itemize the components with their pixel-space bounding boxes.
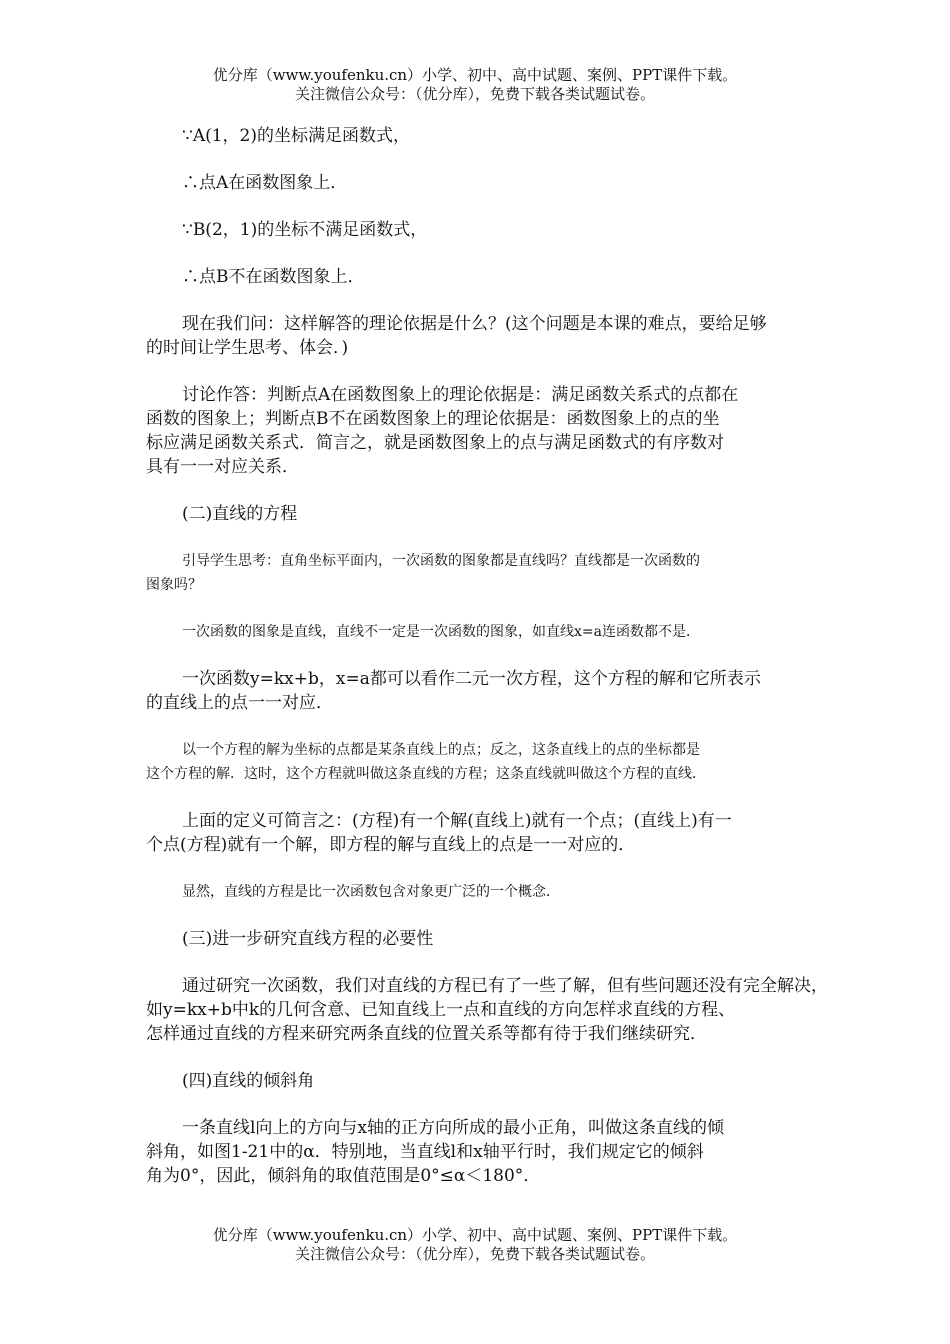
- paragraph-6-line-2: 函数的图象上；判断点B不在函数图象上的理论依据是：函数图象上的点的坐: [146, 409, 720, 429]
- paragraph-11-line-2: 个点(方程)就有一个解，即方程的解与直线上的点是一一对应的．: [146, 835, 636, 855]
- paragraph-10: [146, 738, 812, 786]
- paragraph-1: ∵A(1，2)的坐标满足函数式，: [182, 126, 410, 146]
- paragraph-5: [146, 312, 812, 360]
- paragraph-9-line-2: 的直线上的点一一对应．: [146, 693, 333, 713]
- paragraph-7-line-1: 引导学生思考：直角坐标平面内，一次函数的图象都是直线吗？直线都是一次函数的: [182, 553, 700, 569]
- paragraph-7-line-2: 图象吗？: [146, 577, 202, 593]
- paragraph-14-line-1: 一条直线l向上的方向与x轴的正方向所成的最小正角，叫做这条直线的倾: [182, 1118, 725, 1138]
- paragraph-14: [146, 1116, 812, 1188]
- section-heading-3: (三)进一步研究直线方程的必要性: [182, 929, 434, 949]
- page-footer: [0, 1226, 950, 1264]
- document-body: [146, 124, 828, 1188]
- header-line-1: 优分库（www.youfenku.cn）小学、初中、高中试题、案例、PPT课件下载。: [212, 66, 738, 84]
- paragraph-14-line-3: 角为0°，因此，倾斜角的取值范围是0°≤α＜180°．: [146, 1166, 541, 1186]
- paragraph-9-line-1: 一次函数y=kx+b，x=a都可以看作二元一次方程，这个方程的解和它所表示: [182, 669, 761, 689]
- paragraph-11-line-1: 上面的定义可简言之：(方程)有一个解(直线上)就有一个点；(直线上)有一: [182, 811, 732, 831]
- paragraph-8: 一次函数的图象是直线，直线不一定是一次函数的图象，如直线x=a连函数都不是．: [182, 624, 700, 640]
- paragraph-6: [146, 383, 812, 479]
- section-heading-2: (二)直线的方程: [182, 504, 298, 524]
- paragraph-6-line-1: 讨论作答：判断点A在函数图象上的理论依据是：满足函数关系式的点都在: [182, 385, 739, 405]
- paragraph-5-line-1: 现在我们问：这样解答的理论依据是什么？(这个问题是本课的难点，要给足够: [182, 314, 767, 334]
- paragraph-6-line-3: 标应满足函数关系式．简言之，就是函数图象上的点与满足函数式的有序数对: [146, 433, 724, 453]
- paragraph-13: [146, 974, 828, 1046]
- paragraph-9: [146, 667, 812, 715]
- paragraph-5-line-2: 的时间让学生思考、体会．): [146, 338, 349, 358]
- paragraph-11: [146, 809, 812, 857]
- paragraph-10-line-2: 这个方程的解．这时，这个方程就叫做这条直线的方程；这条直线就叫做这个方程的直线．: [146, 766, 706, 782]
- paragraph-3: ∵B(2，1)的坐标不满足函数式，: [182, 220, 428, 240]
- footer-line-1: 优分库（www.youfenku.cn）小学、初中、高中试题、案例、PPT课件下载。: [212, 1226, 738, 1244]
- paragraph-6-line-4: 具有一一对应关系．: [146, 457, 299, 477]
- paragraph-12: 显然，直线的方程是比一次函数包含对象更广泛的一个概念．: [182, 884, 560, 900]
- paragraph-14-line-2: 斜角，如图1-21中的α．特别地，当直线l和x轴平行时，我们规定它的倾斜: [146, 1142, 704, 1162]
- paragraph-13-line-3: 怎样通过直线的方程来研究两条直线的位置关系等都有待于我们继续研究．: [146, 1024, 707, 1044]
- page-header: [0, 66, 950, 104]
- paragraph-10-line-1: 以一个方程的解为坐标的点都是某条直线上的点；反之，这条直线上的点的坐标都是: [182, 742, 700, 758]
- paragraph-13-line-1: 通过研究一次函数，我们对直线的方程已有了一些了解，但有些问题还没有完全解决，: [182, 976, 828, 996]
- section-heading-4: (四)直线的倾斜角: [182, 1071, 315, 1091]
- paragraph-7: [146, 549, 812, 597]
- paragraph-4: ∴点B不在函数图象上．: [182, 267, 365, 287]
- header-line-2: 关注微信公众号：（优分库），免费下载各类试题试卷。: [294, 85, 655, 103]
- footer-line-2: 关注微信公众号：（优分库），免费下载各类试题试卷。: [294, 1245, 655, 1263]
- paragraph-2: ∴点A在函数图象上．: [182, 173, 348, 193]
- paragraph-13-line-2: 如y=kx+b中k的几何含意、已知直线上一点和直线的方向怎样求直线的方程、: [146, 1000, 736, 1020]
